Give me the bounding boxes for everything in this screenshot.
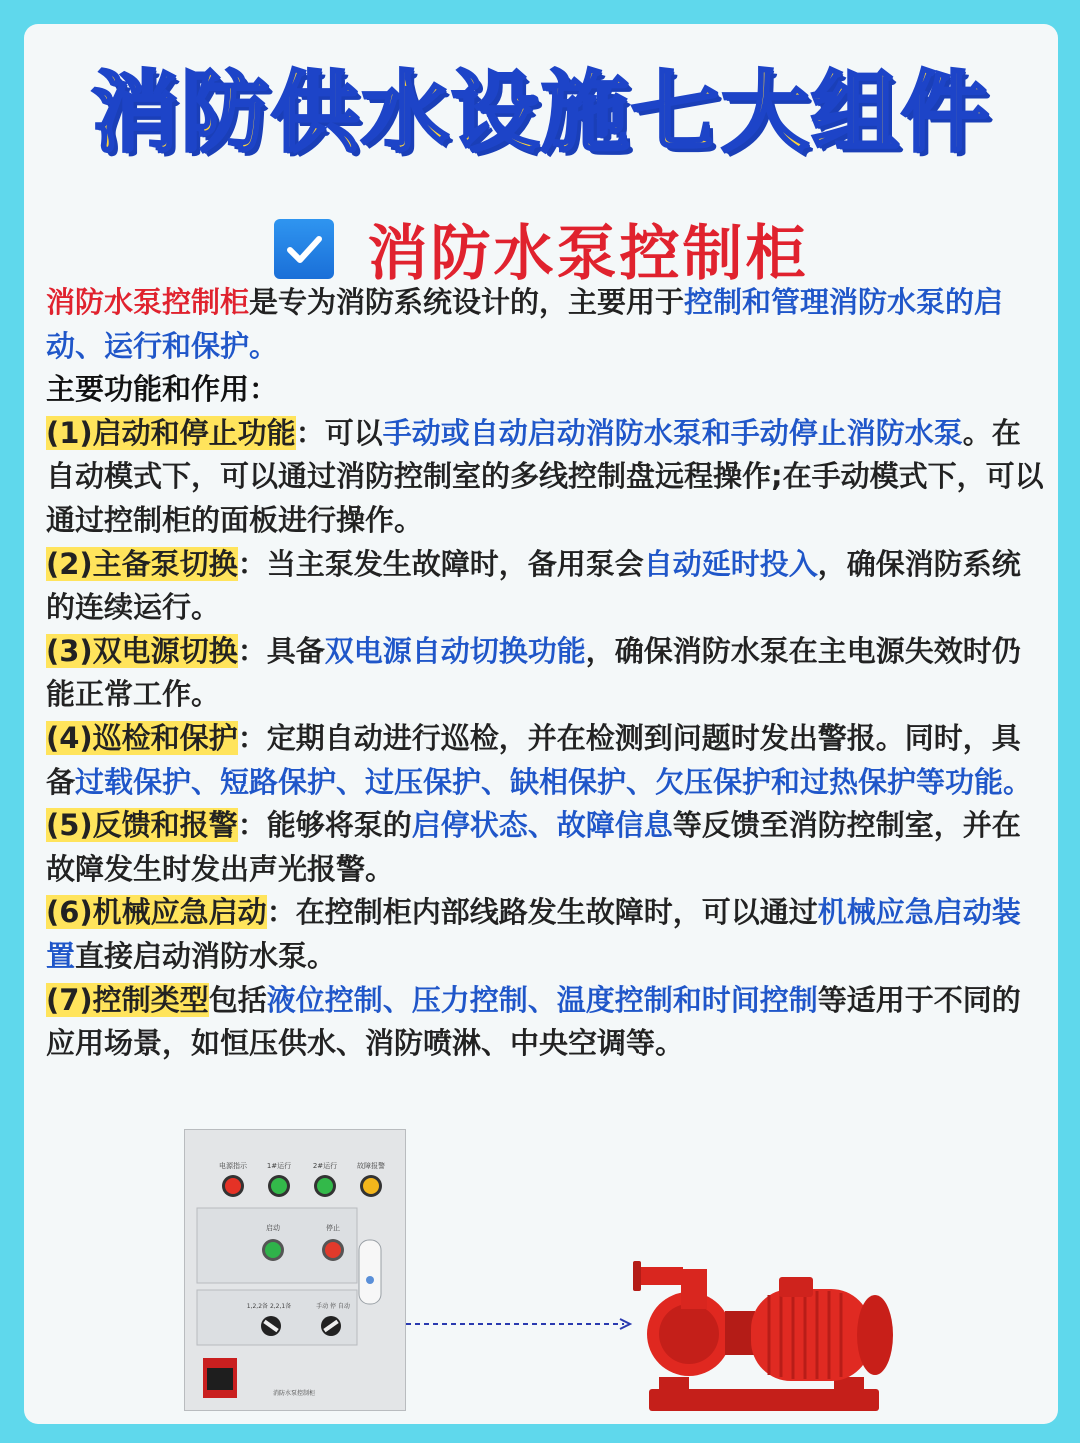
function-highlight: 手动或自动启动消防水泵和手动停止消防水泵 [382, 415, 963, 450]
stop-button-icon [325, 1242, 341, 1258]
function-highlight: 启停状态、故障信息 [411, 808, 673, 843]
section-title: 消防水泵控制柜 [367, 219, 809, 289]
article-body [46, 281, 1046, 1066]
function-highlight: 过载保护、短路保护、过压保护、缺相保护、欠压保护和过热保护等功能。 [75, 764, 1033, 799]
lamp-label: 2#运行 [312, 1162, 338, 1170]
intro-highlight: 控制和管理消防水泵的启动、运行和保护。 [46, 285, 1004, 363]
function-text: 。在自动模式下，可以通过消防控制室的多线控制盘远程操作;在手动模式下，可以通过控制柜的面板进行操作。 [46, 415, 1044, 537]
function-highlight: 液位控制、压力控制、温度控制和时间控制 [266, 982, 818, 1017]
function-label: (4)巡检和保护 [46, 720, 238, 755]
checkbox-icon [274, 219, 334, 279]
function-label: (3)双电源切换 [46, 633, 238, 668]
function-item-3 [46, 630, 1046, 717]
function-item-1 [46, 412, 1046, 543]
function-text: ：可以 [295, 415, 383, 450]
lock-icon [366, 1276, 374, 1284]
run2-lamp-icon [317, 1178, 333, 1194]
function-text: ：能够将泵的 [237, 808, 412, 843]
function-text: 等反馈至消防控制室，并在故障发生时发出声光报警。 [46, 808, 1021, 886]
switch-label: 手动 停 自动 [316, 1303, 350, 1310]
start-button-icon [265, 1242, 281, 1258]
intro-text: 是专为消防系统设计的，主要用于 [249, 285, 685, 319]
function-text: 等适用于不同的应用场景，如恒压供水、消防喷淋、中央空调等。 [46, 982, 1021, 1061]
function-label: (2)主备泵切换 [46, 546, 238, 581]
function-text: ，确保消防系统的连续运行。 [46, 546, 1021, 625]
function-highlight: 机械应急启动装置 [46, 895, 1021, 973]
stop-label: 停止 [326, 1224, 340, 1232]
function-item-6 [46, 891, 1046, 978]
nameplate: 消防水泵控制柜 [273, 1390, 316, 1397]
function-text: 直接启动消防水泵。 [75, 938, 337, 973]
content-card [24, 24, 1058, 1424]
function-item-4 [46, 717, 1046, 804]
function-highlight: 双电源自动切换功能 [324, 633, 586, 668]
lamp-label: 1#运行 [266, 1162, 292, 1170]
function-text: ：在控制柜内部线路发生故障时，可以通过 [266, 895, 818, 930]
function-item-7 [46, 979, 1046, 1066]
function-text: ：当主泵发生故障时，备用泵会 [237, 546, 644, 581]
run1-lamp-icon [271, 1178, 287, 1194]
function-item-2 [46, 543, 1046, 630]
function-label: (7)控制类型 [46, 982, 209, 1017]
function-highlight: 自动延时投入 [643, 546, 818, 581]
function-text: ，确保消防水泵在主电源失效时仍能正常工作。 [46, 633, 1021, 712]
arrow-icon [406, 1314, 636, 1334]
function-label: (6)机械应急启动 [46, 895, 267, 930]
page-title: 消防供水设施七大组件 [90, 61, 991, 164]
function-label: (5)反馈和报警 [46, 808, 238, 843]
start-label: 启动 [266, 1224, 280, 1232]
lamp-label: 故障报警 [357, 1162, 385, 1170]
functions-heading: 主要功能和作用： [46, 372, 279, 407]
function-text: ：定期自动进行巡检，并在检测到问题时发出警报。同时，具备 [46, 720, 1021, 799]
lamp-label: 电源指示 [219, 1162, 247, 1170]
intro-paragraph [46, 281, 1046, 368]
fault-lamp-icon [363, 1178, 379, 1194]
function-item-5 [46, 804, 1046, 891]
function-label: (1)启动和停止功能 [46, 415, 296, 450]
switch-label: 1,2,2备 2,2,1备 [246, 1303, 292, 1310]
fire-pump-image [629, 1249, 909, 1414]
control-cabinet-image [184, 1129, 406, 1411]
function-text: 包括 [208, 982, 267, 1017]
power-lamp-icon [225, 1178, 241, 1194]
function-text: ：具备 [237, 633, 325, 668]
intro-term: 消防水泵控制柜 [46, 285, 250, 319]
